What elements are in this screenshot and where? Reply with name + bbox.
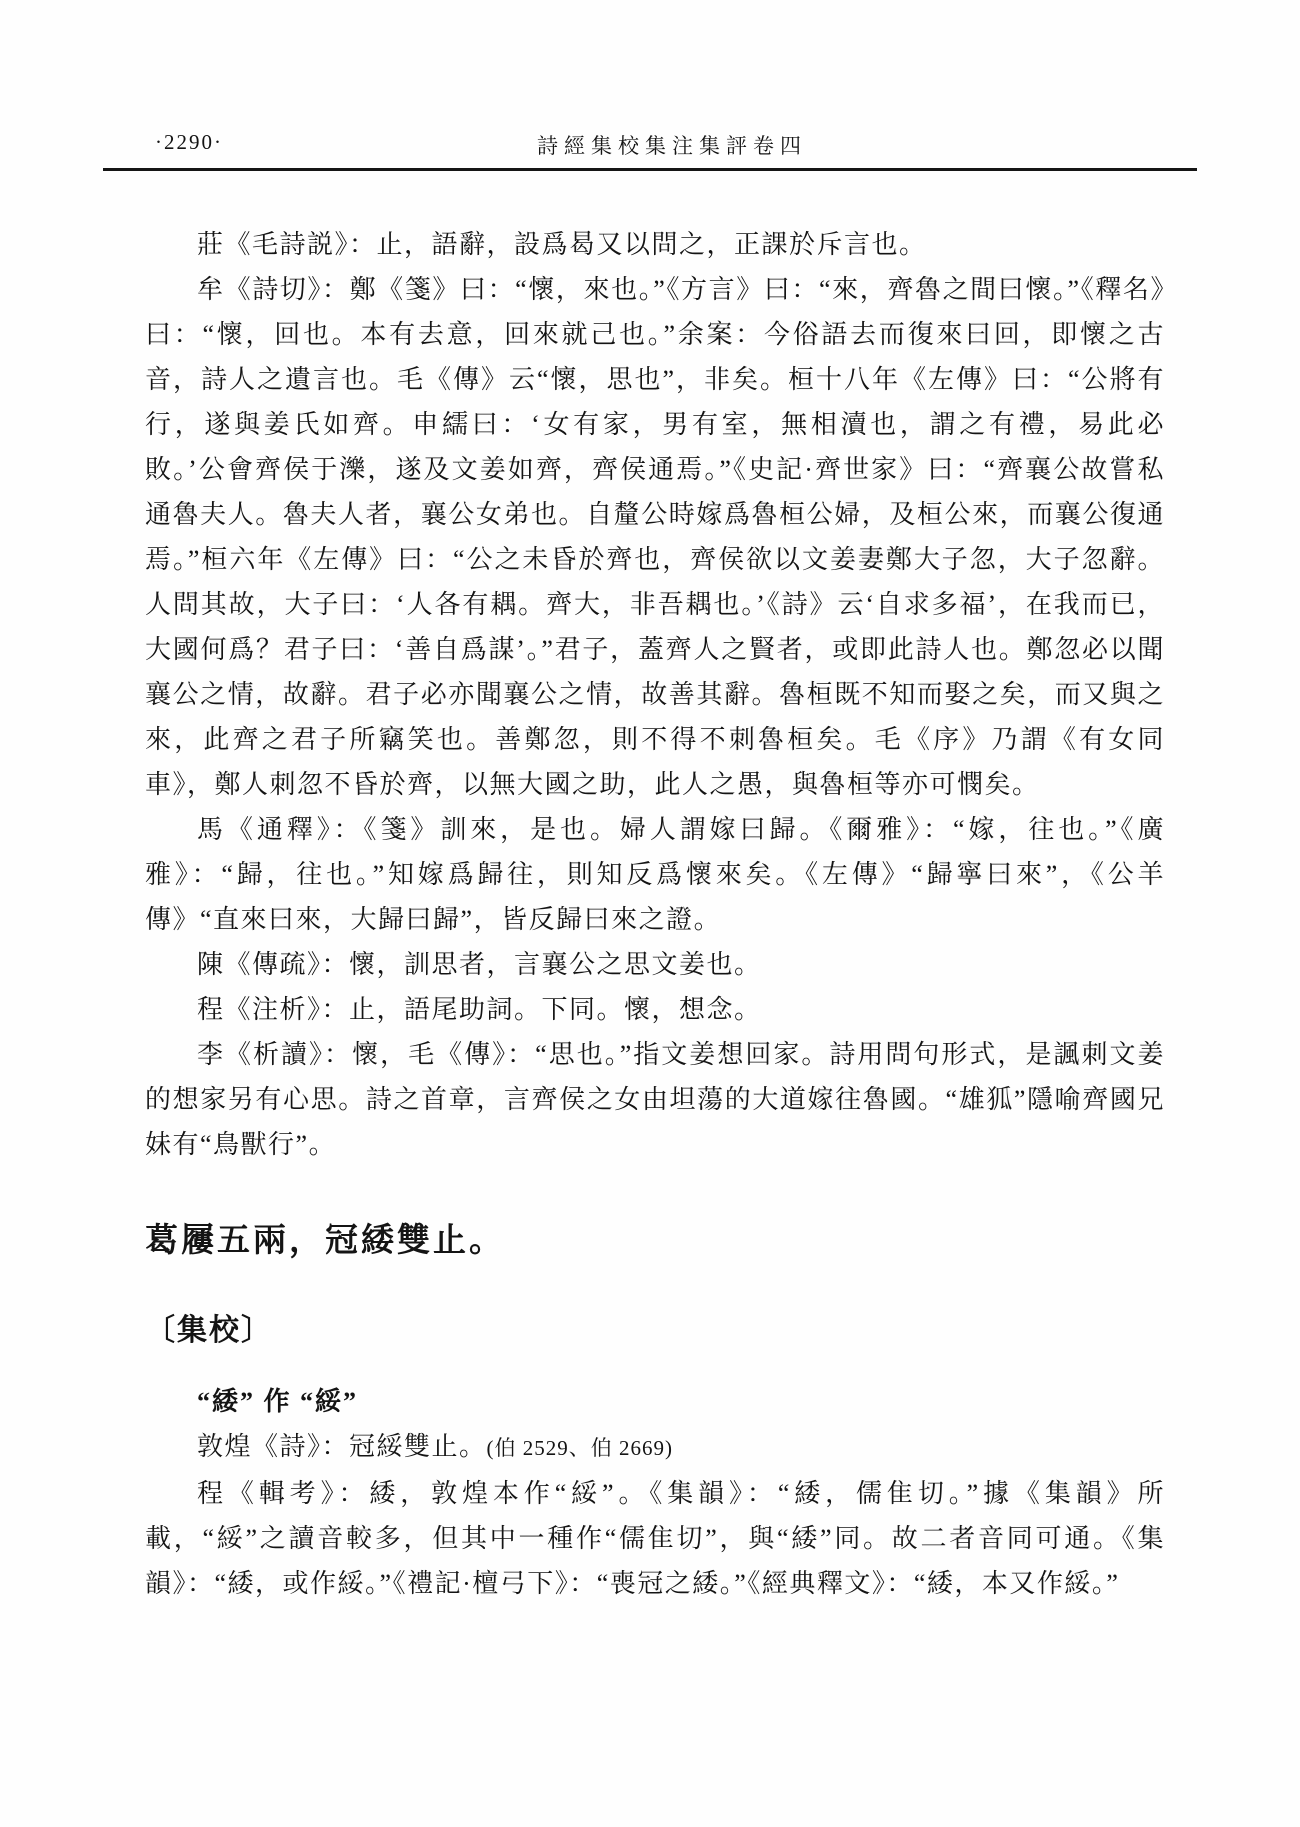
entry-text: 程《輯考》：緌，敦煌本作“綏”。《集韻》：“緌，儒隹切。”據《集韻》所載，“綏”之讀音較多，但其中一種作“儒隹切”，與“緌”同。故二者音同可通。《集韻》：“緌，或作綏。”《禮記·檀弓下》：“喪冠之緌。”《經典釋文》：“緌，本又作綏。”: [145, 1479, 1165, 1598]
commentary-paragraph-ma: 馬《通釋》：《箋》訓來，是也。婦人謂嫁曰歸。《爾雅》：“嫁，往也。”《廣雅》：“歸，往也。”知嫁爲歸往，則知反爲懷來矣。《左傳》“歸寧曰來”，《公羊傳》“直來曰來，大歸曰歸”，皆反歸曰來之證。: [145, 815, 1165, 934]
commentary-paragraph-chen: 陳《傳疏》：懷，訓思者，言襄公之思文姜也。: [197, 950, 762, 979]
page-number: ·2290·: [155, 130, 223, 154]
jixiao-entry-cheng-jikao: [145, 1471, 1165, 1608]
header-rule: [103, 168, 1197, 171]
source-note: (伯 2529、伯 2669): [486, 1436, 674, 1460]
commentary-paragraph-cheng: 程《注析》：止，語尾助詞。下同。懷，想念。: [197, 995, 762, 1024]
section-title-jixiao: 〔集校〕: [145, 1314, 273, 1347]
variant-heading: “緌” 作 “綏”: [197, 1387, 359, 1416]
entry-text: 敦煌《詩》：冠綏雙止。: [197, 1432, 487, 1461]
commentary-paragraph-zhuang: 莊《毛詩説》：止，語辭，設爲曷又以問之，正課於斥言也。: [197, 230, 927, 259]
verse-heading: 葛屨五兩，冠緌雙止。: [145, 1223, 505, 1259]
commentary-paragraph-li: 李《析讀》：懷，毛《傳》：“思也。”指文姜想回家。詩用問句形式，是諷刺文姜的想家另有心思。詩之首章，言齊侯之女由坦蕩的大道嫁往魯國。“雄狐”隱喻齊國兄妹有“鳥獸行”。: [145, 1040, 1165, 1159]
running-header: [0, 128, 1300, 160]
jixiao-entry-dunhuang: [145, 1424, 1165, 1471]
running-title: 詩經集校集注集評卷四: [537, 134, 807, 158]
jixiao-entries: [145, 1424, 1165, 1608]
commentary-paragraph-mou: 牟《詩切》：鄭《箋》曰：“懷，來也。”《方言》曰：“來，齊魯之間曰懷。”《釋名》曰：“懷，回也。本有去意，回來就己也。”余案：今俗語去而復來曰回，即懷之古音，詩人之遺言也。毛《傳》云“懷，思也”，非矣。桓十八年《左傳》曰：“公將有行，遂與姜氏如齊。申繻曰：‘女有家，男有室，無相瀆也，謂之有禮，易此必敗。’公會齊侯于濼，遂及文姜如齊，齊侯通焉。”《史記·齊世家》曰：“齊襄公故嘗私通魯夫人。魯夫人者，襄公女弟也。自釐公時嫁爲魯桓公婦，及桓公來，而襄公復通焉。”桓六年《左傳》曰：“公之未昏於齊也，齊侯欲以文姜妻鄭大子忽，大子忽辭。人問其故，大子曰：‘人各有耦。齊大，非吾耦也。’《詩》云‘自求多福’，在我而已，大國何爲？君子曰：‘善自爲謀’。”君子，蓋齊人之賢者，或即此詩人也。鄭忽必以聞襄公之情，故辭。君子必亦聞襄公之情，故善其辭。魯桓既不知而娶之矣，而又與之來，此齊之君子所竊笑也。善鄭忽，則不得不刺魯桓矣。毛《序》乃謂《有女同車》，鄭人刺忽不昏於齊，以無大國之助，此人之愚，與魯桓等亦可憫矣。: [145, 275, 1165, 799]
page-content: [145, 222, 1165, 1608]
